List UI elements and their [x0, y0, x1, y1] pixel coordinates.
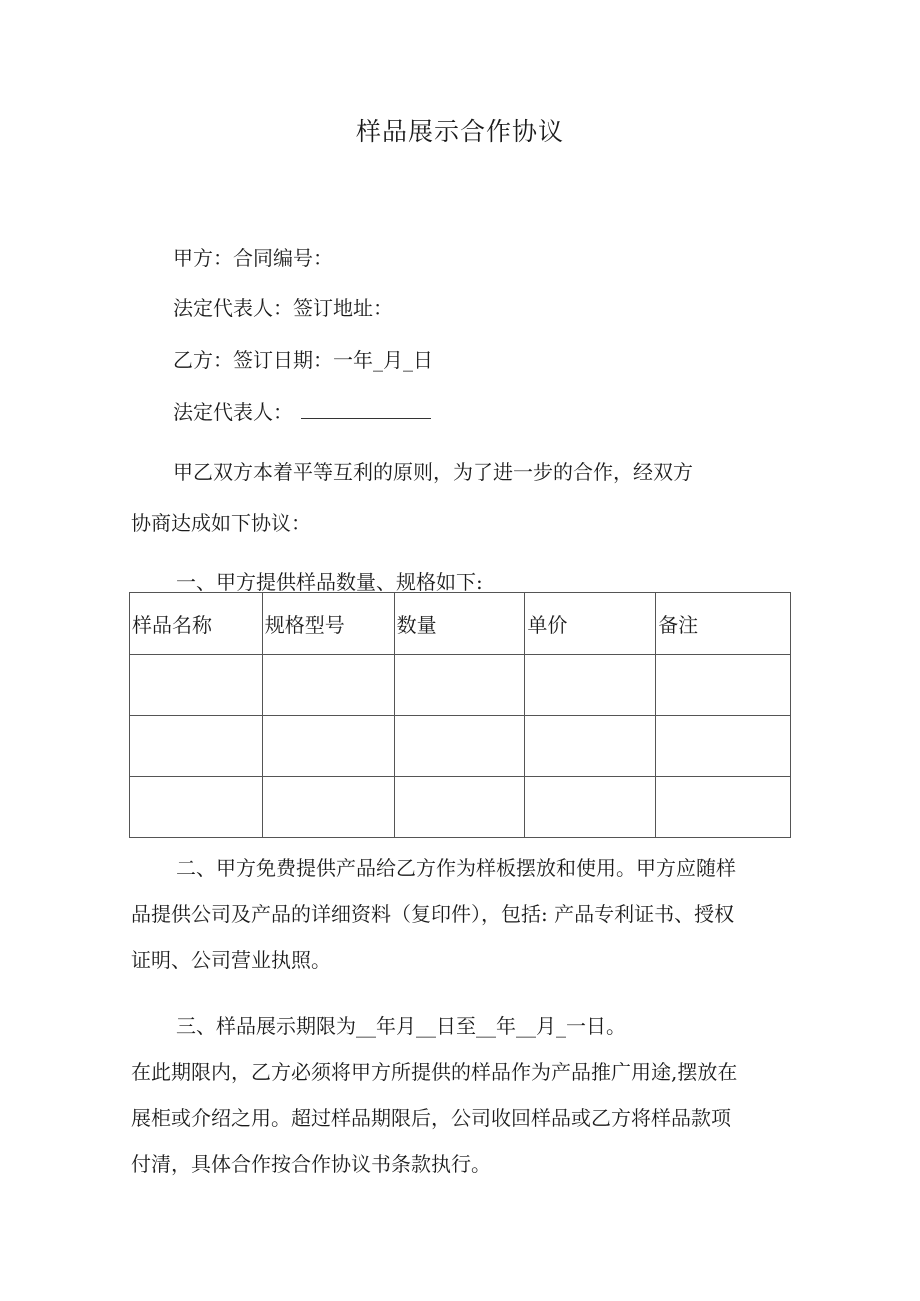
table-row	[130, 655, 791, 716]
header-sample-name: 样品名称	[130, 593, 263, 655]
table-cell	[130, 655, 263, 716]
section2-line-3: 证明、公司营业执照。	[131, 948, 331, 972]
document-title: 样品展示合作协议	[355, 117, 564, 146]
section2-line-1: 二、甲方免费提供产品给乙方作为样板摆放和使用。甲方应随样	[176, 856, 736, 880]
header-remarks: 备注	[656, 593, 791, 655]
table-cell	[262, 777, 394, 838]
party-a-line: 甲方：合同编号：	[173, 246, 333, 270]
section3-line-2: 在此期限内，乙方必须将甲方所提供的样品作为产品推广用途,摆放在	[131, 1060, 738, 1084]
legal-rep-label: 法定代表人：	[173, 400, 293, 424]
section2-line-2: 品提供公司及产品的详细资料（复印件），包括: 产品专利证书、授权	[131, 902, 735, 926]
sample-spec-table	[129, 592, 791, 838]
section2-paragraph	[131, 845, 736, 983]
intro-line-2: 协商达成如下协议：	[131, 511, 311, 535]
section3-line-3: 展柜或介绍之用。超过样品期限后，公司收回样品或乙方将样品款项	[131, 1106, 731, 1130]
table-cell	[525, 655, 656, 716]
section3-line-1: 三、样品展示期限为__年月__日至__年__月_一日。	[176, 1014, 626, 1038]
section3-line-4: 付清，具体合作按合作协议书条款执行。	[131, 1152, 491, 1176]
party-b-date-line: 乙方：签订日期：一年_月_日	[173, 348, 433, 372]
table-row	[130, 716, 791, 777]
header-unit-price: 单价	[525, 593, 656, 655]
header-quantity: 数量	[394, 593, 525, 655]
table-header-row	[130, 593, 791, 655]
table-cell	[525, 716, 656, 777]
legal-rep-address-line: 法定代表人：签订地址：	[173, 296, 393, 320]
signature-blank	[301, 402, 431, 419]
table-cell	[656, 655, 791, 716]
table-cell	[656, 777, 791, 838]
table-cell	[130, 716, 263, 777]
table-cell	[262, 655, 394, 716]
legal-rep-signature-line	[173, 396, 431, 425]
header-spec-model: 规格型号	[262, 593, 394, 655]
table-row	[130, 777, 791, 838]
table-cell	[656, 716, 791, 777]
table-cell	[262, 716, 394, 777]
intro-line-1: 甲乙双方本着平等互利的原则，为了进一步的合作，经双方	[173, 460, 693, 484]
section3-paragraph	[131, 1003, 737, 1187]
table-cell	[130, 777, 263, 838]
table-cell	[525, 777, 656, 838]
section1-heading: 一、甲方提供样品数量、规格如下:	[176, 570, 483, 594]
table-cell	[394, 716, 525, 777]
table-cell	[394, 655, 525, 716]
table-cell	[394, 777, 525, 838]
